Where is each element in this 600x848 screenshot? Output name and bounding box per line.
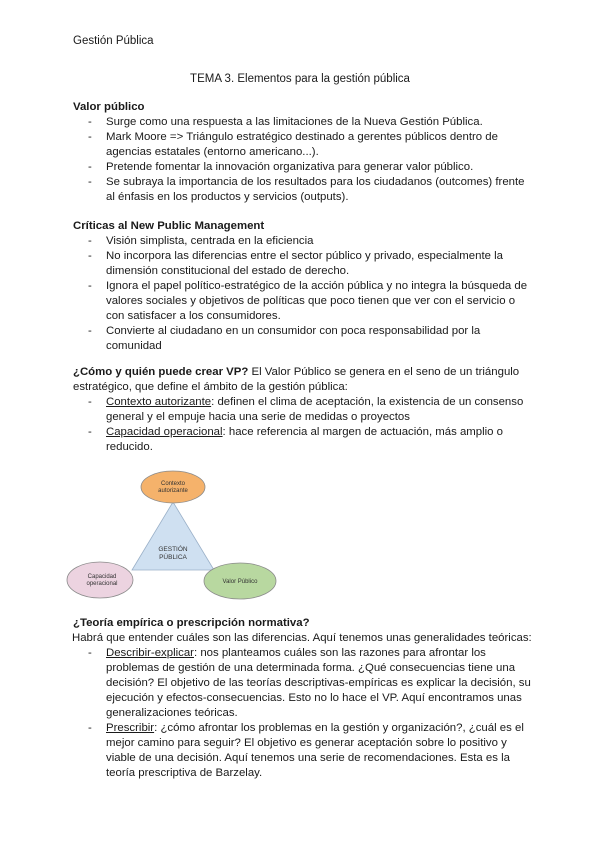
top-label-1: Contexto <box>160 481 186 487</box>
list-item <box>73 395 533 425</box>
page-header: Gestión Pública <box>73 35 154 47</box>
list-item <box>73 721 533 781</box>
definition: : definen el clima de aceptación, la existencia de un consenso general y el empuje hacia una serie de medidas o proyectos <box>106 396 524 423</box>
bullet-list <box>73 395 533 455</box>
section-teoria <box>73 616 533 781</box>
paragraph <box>73 365 533 395</box>
list-item: - Mark Moore => Triángulo estratégico destinado a gerentes públicos dentro de agencias estatales (entorno americano...). <box>73 130 533 160</box>
center-label-2: PÚBLICA <box>159 554 187 561</box>
section-valor-publico <box>73 100 533 205</box>
list-item: - Visión simplista, centrada en la eficiencia <box>73 234 533 249</box>
section-heading: Valor público <box>73 101 145 113</box>
strategic-triangle-diagram <box>60 460 310 605</box>
list-item <box>73 425 533 455</box>
top-label-2: autorizante <box>158 488 188 494</box>
right-label: Valor Público <box>222 579 258 585</box>
list-item: - Surge como una respuesta a las limitaciones de la Nueva Gestión Pública. <box>73 115 533 130</box>
section-heading: ¿Teoría empírica o prescripción normativa? <box>73 617 310 629</box>
section-criticas <box>73 219 533 354</box>
bullet-list <box>73 115 533 205</box>
list-item: - Ignora el papel político-estratégico de la acción pública y no integra la búsqueda de valores sociales y objetivos de políticas que poco tienen que ver con el servicio o con satisfacer a los consumidores. <box>73 279 533 324</box>
center-label-1: GESTIÓN <box>158 546 188 553</box>
term: Contexto autorizante <box>106 396 212 408</box>
definition: : nos planteamos cuáles son las razones para afrontar los problemas de gestión de una determinada forma. ¿Qué consecuencias tiene una decisión? El objetivo de las teorías descriptivas-empíricas es explicar la decisión, su ejecución y efectos-consecuencias. Esto no lo hace el VP. Aquí encontramos unas generalizaciones teóricas. <box>106 647 531 719</box>
section-heading: Críticas al New Public Management <box>73 220 265 232</box>
bullet-list <box>73 646 533 781</box>
list-item: - Pretende fomentar la innovación organizativa para generar valor público. <box>73 160 533 175</box>
intro-text: Habrá que entender cuáles son las diferencias. Aquí tenemos unas generalidades teóricas: <box>72 632 532 644</box>
list-item: - Se subraya la importancia de los resultados para los ciudadanos (outcomes) frente al énfasis en los productos y servicios (outputs). <box>73 175 533 205</box>
left-ellipse <box>67 562 133 598</box>
intro-text: El Valor Público se genera en el seno de un triángulo estratégico, que define el ámbito de la gestión pública: <box>73 366 520 393</box>
list-item <box>73 646 533 721</box>
bullet-list <box>73 234 533 354</box>
term: Capacidad operacional <box>106 426 223 438</box>
top-ellipse <box>141 471 205 503</box>
definition: : ¿cómo afrontar los problemas en la gestión y organización?, ¿cuál es el mejor camino para seguir? El objetivo es generar aceptación sobre lo positivo y viable de una decisión. Aquí tenemos una serie de recomendaciones. Esta es la teoría prescriptiva de Barzelay. <box>106 722 524 779</box>
term: Describir-explicar <box>106 647 194 659</box>
section-como-quien <box>73 365 533 455</box>
term: Prescribir <box>106 722 155 734</box>
left-label-1: Capacidad <box>87 574 117 580</box>
section-heading: ¿Cómo y quién puede crear VP? <box>73 366 249 378</box>
document-title: TEMA 3. Elementos para la gestión pública <box>190 73 410 85</box>
list-item: - Convierte al ciudadano en un consumidor con poca responsabilidad por la comunidad <box>73 324 533 354</box>
left-label-2: operacional <box>86 581 118 587</box>
list-item: - No incorpora las diferencias entre el sector público y privado, especialmente la dimensión constitucional del estado de derecho. <box>73 249 533 279</box>
definition: : hace referencia al margen de actuación, más amplio o reducido. <box>106 426 504 453</box>
